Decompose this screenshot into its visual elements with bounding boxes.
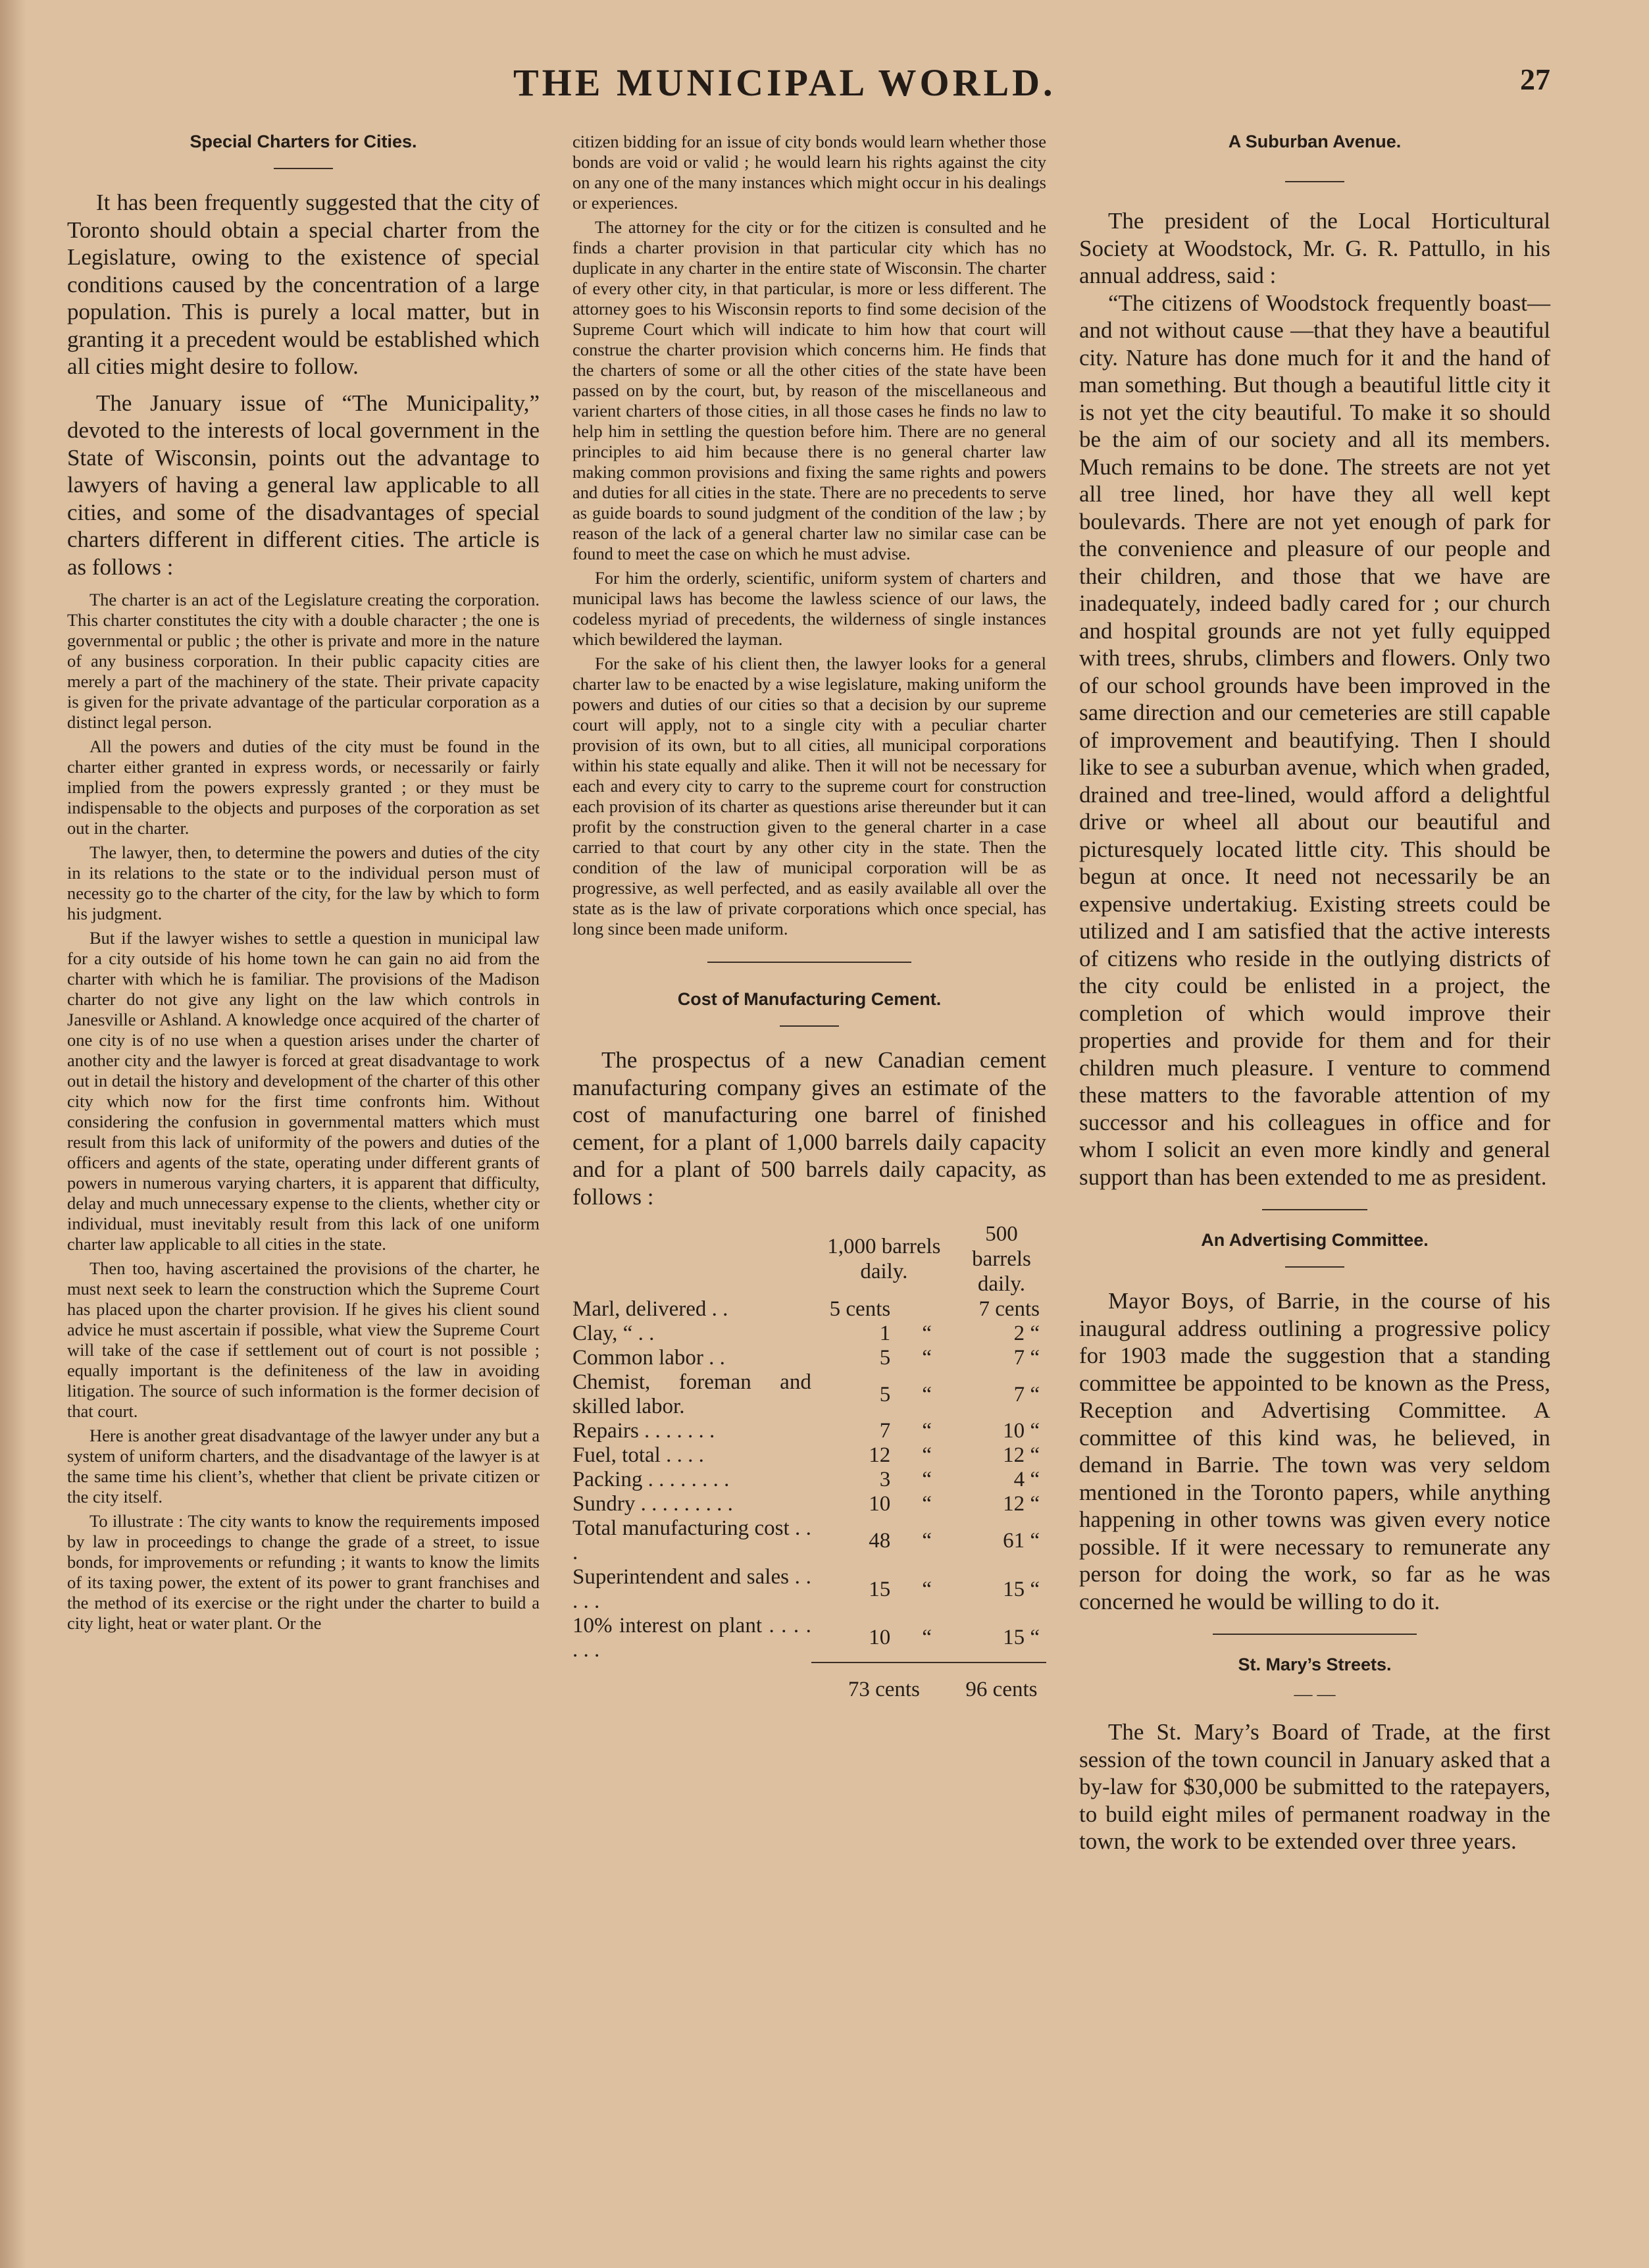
paragraph: The January issue of “The Municipality,” devoted to the interests of local government in the State of Wisconsin, points out the advantage to lawyers of having a general law applicable to all cities, and some of the disadvantages of special charters different in different cities. The article is as follows : (67, 390, 540, 580)
table-row: Sundry . . . . . . . . . 10 “ 12 “ (572, 1492, 1040, 1516)
paragraph: Mayor Boys, of Barrie, in the course of his inaugural address outlining a progressive policy for 1903 made the suggestion that a standing committee be appointed to be known as the Press, Reception and Advertising Committee. A committee of this kind was, he believed, in demand in Barrie. The town was very seldom mentioned in the Toronto papers, while anything happening in other towns was given every notice possible. If it were necessary to remunerate any person for doing the work, so far as he was concerned he would be willing to do it. (1079, 1288, 1550, 1614)
column-3 (1079, 132, 1550, 1855)
quoted-paragraph: For the sake of his client then, the lawyer looks for a general charter law to be enacted by a wise legislature, making uniform the powers and duties of our cities so that a decision by our supreme court will apply, not to a single city with a peculiar charter provision of its own, but to all cities, all municipal corporations within his state equally and alike. Then it will not be necessary for each and every city to carry to the supreme court for construction each provision of its charter as questions arise thereunder but it can profit by the construction given to the general charter in a case carried to that court by any other city in the state. Then the condition of the law of municipal corporation will be as progressive, as well perfected, and as easily available all over the state as is the law of private corporations which once special, has long since been made uniform. (572, 654, 1046, 939)
paragraph: It has been frequently suggested that the city of Toronto should obtain a special charter from the Legislature, owing to the existence of special conditions caused by the concentration of a large population. This is purely a local matter, but in granting it a precedent would be established which all cities might desire to follow. (67, 190, 540, 379)
article-heading-st-marys: St. Mary’s Streets. (1238, 1655, 1392, 1674)
column-2 (572, 132, 1046, 1702)
paragraph: The president of the Local Horticultural Society at Woodstock, Mr. G. R. Pattullo, in his annual address, said : (1079, 208, 1550, 288)
table-row: Common labor . . 5 “ 7 “ (572, 1346, 1040, 1370)
table-row: Marl, delivered . . 5 cents 7 cents (572, 1297, 1040, 1321)
article-heading-cement: Cost of Manufacturing Cement. (677, 989, 942, 1009)
divider (1285, 1266, 1344, 1268)
column-1 (67, 132, 540, 1637)
total-500: 96 cents (957, 1662, 1046, 1702)
quoted-paragraph: But if the lawyer wishes to settle a question in municipal law for a city outside of his home town he can gain no aid from the charter with which he is familiar. The provisions of the Madison charter do not give any light on the law which controls in Janesville or Ashland. A knowledge once acquired of the charter of one city is of no use when a question arises under the charter of another city and the lawyer is forced at great disadvantage to work out in detail the history and development of the charter of this other city which now for the first time confronts him. Without considering the confusion in governmental matters which must result from this lack of uniformity of the powers and duties of the officers and agents of the state, operating under different grants of powers in numerous varying charters, it is apparent that difficulty, delay and much unnecessary expense to the clients, whether city or individual, must inevitably result from this lack of one uniform charter law applicable to all cities in the state. (67, 928, 540, 1254)
total-1000: 73 cents (811, 1662, 957, 1702)
divider (1285, 181, 1344, 182)
table-row: 10% interest on plant . . . . . . . 10 “ 15 “ (572, 1614, 1040, 1662)
quoted-paragraph: citizen bidding for an issue of city bonds would learn whether those bonds are void or valid ; he would learn his rights against the city on any one of the many instances which might occur in his dealings or experiences. (572, 132, 1046, 213)
paragraph: The prospectus of a new Canadian cement manufacturing company gives an estimate of the cost of manufacturing one barrel of finished cement, for a plant of 1,000 barrels daily capacity and for a plant of 500 barrels daily capacity, as follows : (572, 1047, 1046, 1210)
dash-divider: — — (1294, 1684, 1336, 1705)
page-number: 27 (1520, 63, 1550, 96)
quoted-paragraph: To illustrate : The city wants to know the requirements imposed by law in proceedings to change the grade of a street, to issue bonds, for improvements or refunding ; it wants to know the limits of its taxing power, the extent of its power to grant franchises and the method of its exercise or the right under the charter to build a city light, heat or water plant. Or the (67, 1511, 540, 1633)
table-row: Total manufacturing cost . . . 48 “ 61 “ (572, 1516, 1040, 1564)
quoted-paragraph: For him the orderly, scientific, uniform system of charters and municipal laws has become the lawless science of our laws, the codeless myriad of precedents, the wilderness of single instances which bewildered the layman. (572, 568, 1046, 649)
quoted-paragraph: The lawyer, then, to determine the powers and duties of the city in its relations to the state or to the individual person must of necessity go to the charter of the city, for the law by which to form his judgment. (67, 842, 540, 923)
divider (780, 1025, 839, 1027)
divider (1213, 1634, 1417, 1635)
divider (1262, 1209, 1367, 1210)
publication-title: THE MUNICIPAL WORLD. (513, 61, 1056, 104)
quoted-paragraph: The attorney for the city or for the citizen is consulted and he finds a charter provision in that particular city which has no duplicate in any charter in the entire state of Wisconsin. The charter of every other city, in that particular, is more or less different. The attorney goes to his Wisconsin reports to find some decision of the Supreme Court which will indicate to him how that court will construe the charter provision which concerns him. He finds that the charters of some or all the other cities of the state have been passed on by the court, but, by reason of the miscellaneous and varient charters of those cities, in all those cases he finds no law to help him in settling the question before him. There are no general principles to aid him because there is no general charter law making common provisions and fixing the same rights and powers and duties for all cities in the state. There are no precedents to serve as guide boards to sound judgment of the condition of the law ; by reason of the lack of a general charter law no similar case can be found to meet the case on which he must advise. (572, 217, 1046, 563)
cost-table (572, 1221, 1046, 1702)
quoted-paragraph: The charter is an act of the Legislature creating the corporation. This charter constitutes the city with a double character ; the one is governmental or public ; the other is private and more in the nature of any business corporation. In their public capacity cities are merely a part of the machinery of the state. Their private capacity is given for the private advantage of the particular corporation as a distinct legal person. (67, 590, 540, 732)
table-row: Clay, “ . . 1 “ 2 “ (572, 1322, 1040, 1345)
page-header (0, 61, 1649, 113)
divider (274, 168, 333, 169)
table-row: Repairs . . . . . . . 7 “ 10 “ (572, 1419, 1040, 1443)
divider (707, 962, 911, 963)
paragraph: “The citizens of Woodstock frequently boast—and not without cause —that they have a beautiful city. Nature has done much for it and the hand of man something. But though a beautiful little city it is not yet the city beautiful. To make it so should be the aim of our society and all its members. Much remains to be done. The streets are not yet all tree lined, hor have they all well kept boulevards. There are not yet enough of park for the convenience and pleasure of our people and their children, and those that we have are inadequately, indeed badly cared for ; our church and hospital grounds are not yet fully equipped with trees, shrubs, climbers and flowers. Only two of our school grounds have been improved in the same direction and our cemeteries are still capable of improvement and beautifying. Then I should like to see a suburban avenue, which when graded, drained and tree-lined, would afford a delightful drive or wheel all about our beautiful and picturesquely located little city. This should be begun at once. It need not necessarily be an expensive undertakiug. Existing streets could be utilized and I am satisfied that the active interests of citizens who reside in the outlying districts of the city could be enlisted in a project, the completion of which would improve their properties and provide for them and for their children much pleasure. I venture to commend these matters to the favorable attention of my successor and his colleagues in office and for whom I solicit an even more kindly and general support than has been extended to me as president. (1079, 290, 1550, 1190)
table-header-500: 500 barrels daily. (972, 1222, 1031, 1296)
article-heading-special-charters: Special Charters for Cities. (190, 132, 417, 151)
table-row: Superintendent and sales . . . . . 15 “ 15 “ (572, 1565, 1040, 1613)
paragraph: The St. Mary’s Board of Trade, at the first session of the town council in January asked that a by-law for $30,000 be submitted to the ratepayers, to build eight miles of permanent roadway in the town, the work to be extended over three years. (1079, 1719, 1550, 1854)
quoted-paragraph: Here is another great disadvantage of the lawyer under any but a system of uniform charters, and the disadvantage of the lawyer is at the same time his client’s, whether that client be private citizen or the city itself. (67, 1426, 540, 1507)
quoted-paragraph: All the powers and duties of the city must be found in the charter either granted in express words, or necessarily or fairly implied from the powers expressly granted ; or they must be indispensable to the objects and purposes of the corporation as set out in the charter. (67, 736, 540, 838)
table-row: Packing . . . . . . . . 3 “ 4 “ (572, 1468, 1040, 1491)
quoted-paragraph: Then too, having ascertained the provisions of the charter, he must next seek to learn the construction which the Supreme Court has placed upon the charter provision. If he gives his client sound advice he must ascertain if possible, what view the Supreme Court will take of the case if settlement out of court is not possible ; equally important is the definiteness of the law in avoiding litigation. The source of such information is the former decision of that court. (67, 1258, 540, 1421)
article-heading-suburban-avenue: A Suburban Avenue. (1228, 132, 1402, 151)
table-header-1000: 1,000 barrels daily. (827, 1235, 941, 1283)
table-total-row (572, 1662, 1046, 1702)
article-heading-advertising-committee: An Advertising Committee. (1201, 1230, 1429, 1250)
table-row: Fuel, total . . . . 12 “ 12 “ (572, 1443, 1040, 1467)
table-row: Chemist, foreman and skilled labor. 5 “ 7 “ (572, 1370, 1040, 1418)
